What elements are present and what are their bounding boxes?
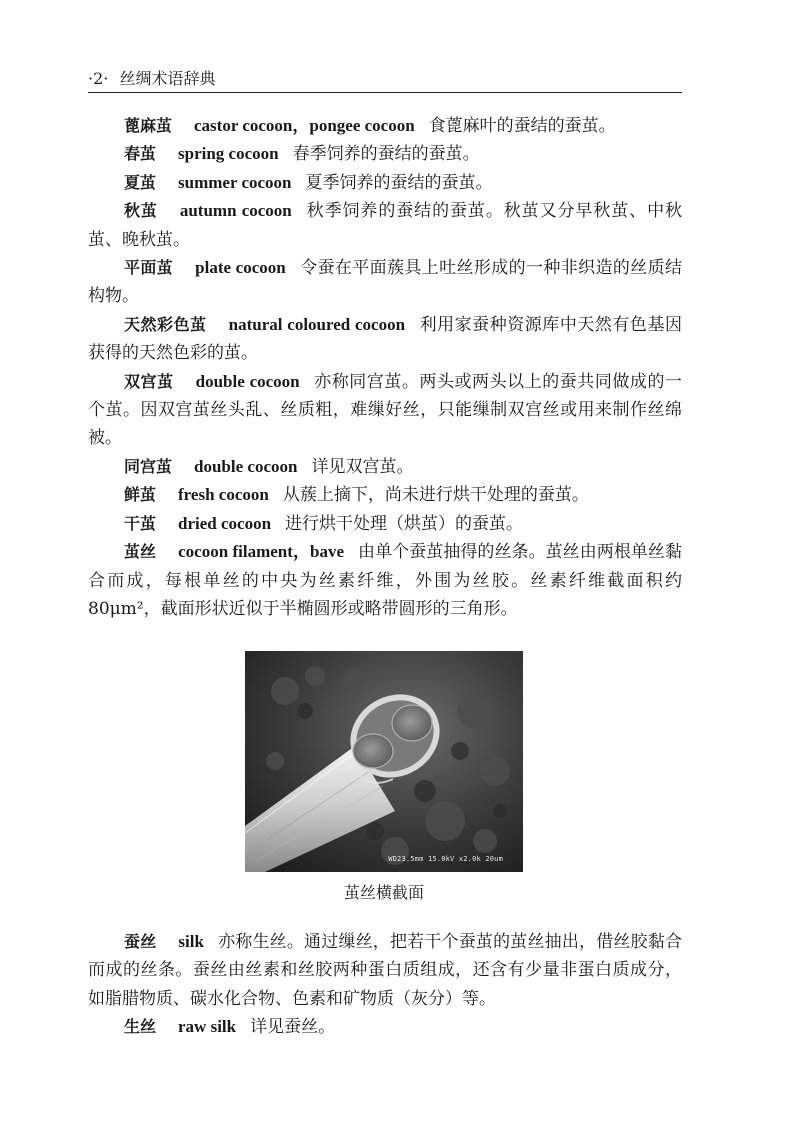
entry-term: 双宫茧 [124, 371, 174, 391]
entry-definition: 亦称生丝。通过缫丝，把若干个蚕茧的茧丝抽出，借丝胶黏合而成的丝条。蚕丝由丝素和丝胶两种蛋白质组成，还含有少量非蛋白质成分，如脂腊物质、碳水化合物、色素和矿物质（灰分）等。 [88, 932, 682, 1009]
dictionary-body [88, 112, 682, 623]
entry-english: natural coloured cocoon [228, 314, 406, 334]
dictionary-entry [88, 928, 682, 1013]
entry-term: 茧丝 [124, 542, 157, 562]
entry-definition: 令蚕在平面蔟具上吐丝形成的一种非织造的丝质结构物。 [88, 258, 682, 307]
dictionary-entry [88, 453, 682, 481]
entry-definition: 利用家蚕种资源库中天然有色基因获得的天然色彩的茧。 [88, 314, 682, 364]
entry-definition: 由单个蚕茧抽得的丝条。茧丝由两根单丝黏合而成，每根单丝的中央为丝素纤维，外围为丝胶。丝素纤维截面积约 80μm²，截面形状近似于半椭圆形或略带圆形的三角形。 [88, 542, 682, 619]
entry-definition: 春季饲养的蚕结的蚕茧。 [292, 144, 480, 165]
entry-english: autumn cocoon [179, 201, 292, 221]
entry-term: 蚕丝 [124, 932, 157, 951]
entry-definition: 秋季饲养的蚕结的蚕茧。秋茧又分早秋茧、中秋茧、晚秋茧。 [88, 201, 682, 250]
dictionary-entry [88, 197, 682, 254]
entry-english: silk [178, 932, 204, 951]
dictionary-entry [88, 481, 682, 509]
entry-english: dried cocoon [178, 513, 272, 533]
entry-definition: 夏季饲养的蚕结的蚕茧。 [305, 172, 493, 193]
entry-term: 秋茧 [124, 201, 158, 221]
entry-definition: 详见蚕丝。 [250, 1017, 336, 1038]
dictionary-entry [88, 112, 682, 140]
page-number: ·2· [88, 69, 109, 88]
entry-definition: 亦称同宫茧。两头或两头以上的蚕共同做成的一个茧。因双宫茧丝头乱、丝质粗，难缫好丝，只能缫制双宫丝或用来制作丝绵被。 [88, 371, 683, 449]
entry-english: castor cocoon，pongee cocoon [194, 116, 415, 135]
entry-term: 平面茧 [124, 258, 174, 278]
book-title: 丝绸术语辞典 [119, 69, 216, 88]
entry-definition: 详见双宫茧。 [311, 456, 414, 477]
entry-english: summer cocoon [178, 172, 292, 192]
sem-micrograph-drawing [245, 651, 523, 872]
dictionary-body-continued [88, 928, 682, 1042]
dictionary-entry [88, 169, 682, 197]
entry-english: double cocoon [194, 456, 298, 476]
entry-term: 蓖麻茧 [124, 116, 173, 135]
entry-term: 天然彩色茧 [124, 314, 207, 334]
running-header [88, 66, 682, 93]
figure-caption: 茧丝横截面 [343, 883, 424, 902]
entry-english: raw silk [178, 1017, 237, 1037]
dictionary-entry [88, 538, 682, 623]
entry-term: 鲜茧 [124, 485, 157, 505]
entry-term: 同宫茧 [124, 456, 173, 476]
dictionary-entry [88, 140, 682, 168]
entry-term: 干茧 [124, 513, 157, 533]
entry-english: plate cocoon [195, 258, 286, 278]
entry-english: fresh cocoon [178, 485, 269, 505]
dictionary-entry [88, 311, 682, 368]
entry-definition: 食蓖麻叶的蚕结的蚕茧。 [428, 116, 616, 136]
entry-english: cocoon filament，bave [178, 542, 344, 562]
sem-micrograph [245, 651, 523, 872]
entry-english: double cocoon [195, 371, 300, 391]
entry-term: 春茧 [124, 144, 157, 164]
dictionary-entry [88, 1013, 682, 1041]
entry-term: 生丝 [124, 1017, 157, 1037]
micrograph-scale-readout: WD23.5mm 15.0kV x2.0k 20um [388, 855, 503, 863]
dictionary-entry [88, 254, 682, 311]
dictionary-entry [88, 510, 682, 538]
entry-english: spring cocoon [178, 144, 279, 164]
entry-definition: 进行烘干处理（烘茧）的蚕茧。 [285, 513, 524, 534]
entry-definition: 从蔟上摘下，尚未进行烘干处理的蚕茧。 [282, 485, 589, 506]
dictionary-entry [88, 368, 682, 453]
entry-term: 夏茧 [124, 172, 157, 192]
